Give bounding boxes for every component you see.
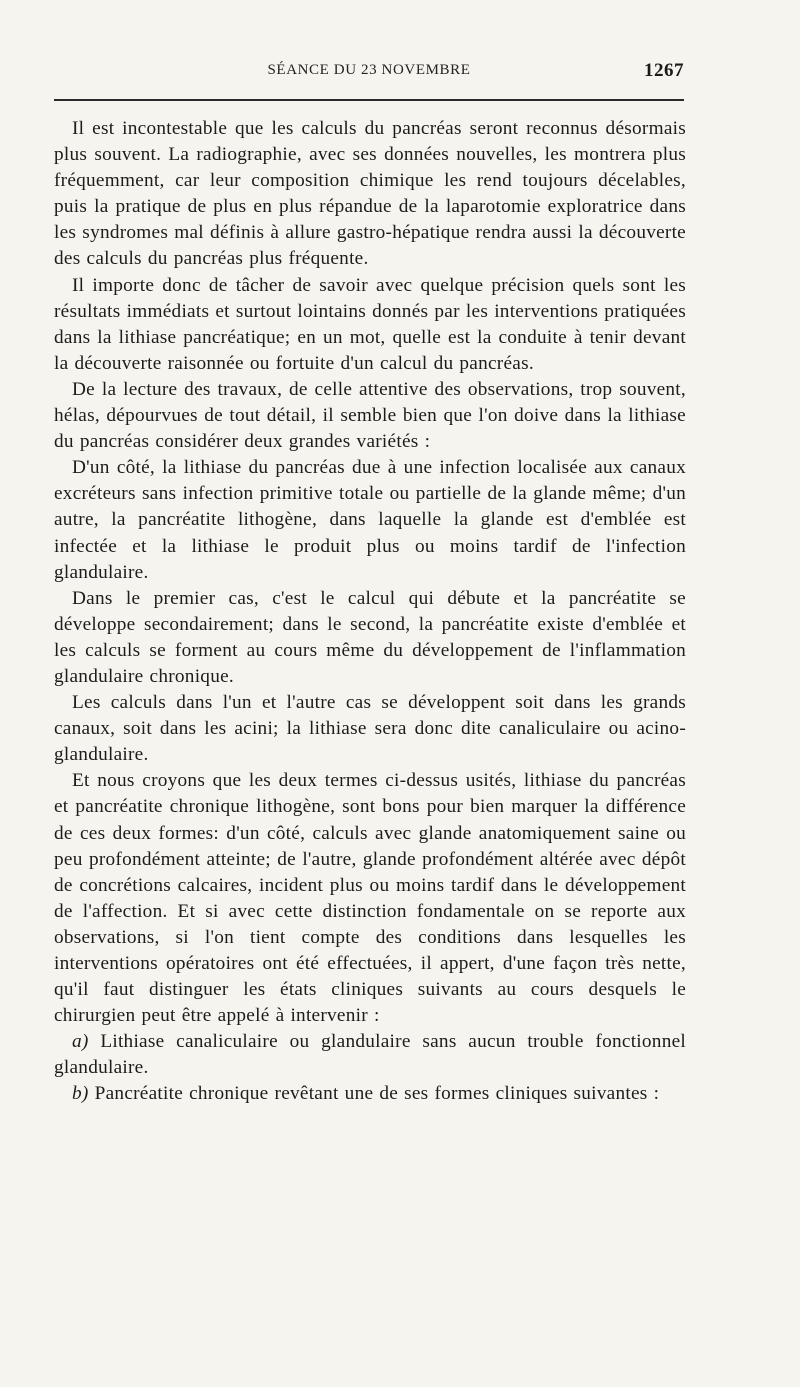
text-body [54,116,686,1108]
page-number: 1267 [644,60,684,81]
paragraph-2: Il importe donc de tâcher de savoir avec quelque précision quels sont les résultats immédiats et surtout lointains donnés par les interventions pratiquées dans la lithiase pancréatique; en un mot, quelle est la conduite à tenir devant la découverte raisonnée ou fortuite d'un calcul du pancréas. [54,274,686,374]
list-item-letter: a) [72,1031,89,1053]
list-item-text: Pancréatite chronique revêtant une de ses formes cliniques suivantes : [94,1083,660,1105]
paragraph-7: Et nous croyons que les deux termes ci-dessus usités, lithiase du pancréas et pancréatite chronique lithogène, sont bons pour bien marquer la différence de ces deux formes: d'un côté, calculs avec glande anatomiquement saine ou peu profondément atteinte; de l'autre, glande profondément altérée avec dépôt de concrétions calcaires, incident plus ou moins tardif dans le développement de l'affection. Et si avec cette distinction fondamentale on se reporte aux observations, si l'on tient compte des conditions dans lesquelles les interventions opératoires ont été effectuées, il appert, d'une façon très nette, qu'il faut distinguer les états cliniques suivants au cours desquels le chirurgien peut être appelé à intervenir : [54,770,686,1027]
running-head [54,60,684,84]
paragraph-1: Il est incontestable que les calculs du pancréas seront reconnus désormais plus souvent. La radiographie, avec ses données nouvelles, les montrera plus fréquemment, car leur composition chimique les rend toujours décelables, puis la pratique de plus en plus répandue de la laparotomie exploratrice dans les syndromes mal définis à allure gastro-hépatique rendra aussi la découverte des calculs du pancréas plus fréquente. [54,118,686,270]
list-item-a [54,1029,686,1081]
header-rule [54,99,684,101]
list-item-b [54,1081,686,1107]
paragraph-4: D'un côté, la lithiase du pancréas due à une infection localisée aux canaux excréteurs sans infection primitive totale ou partielle de la glande même; d'un autre, la pancréatite lithogène, dans laquelle la glande est d'emblée est infectée et la lithiase le produit plus ou moins tardif de l'infection glandulaire. [54,457,686,583]
paragraph-3: De la lecture des travaux, de celle attentive des observations, trop souvent, hélas, dépourvues de tout détail, il semble bien que l'on doive dans la lithiase du pancréas considérer deux grandes variétés : [54,378,686,453]
list-item-text: Lithiase canaliculaire ou glandulaire sans aucun trouble fonctionnel glandulaire. [54,1031,686,1079]
list-item-letter: b) [72,1083,89,1105]
running-title: SÉANCE DU 23 NOVEMBRE [267,62,471,78]
paragraph-5: Dans le premier cas, c'est le calcul qui débute et la pancréatite se développe secondairement; dans le second, la pancréatite existe d'emblée et les calculs se forment au cours même du développement de l'inflammation glandulaire chronique. [54,587,686,687]
paragraph-6: Les calculs dans l'un et l'autre cas se développent soit dans les grands canaux, soit dans les acini; la lithiase sera donc dite canaliculaire ou acino-glandulaire. [54,692,686,766]
